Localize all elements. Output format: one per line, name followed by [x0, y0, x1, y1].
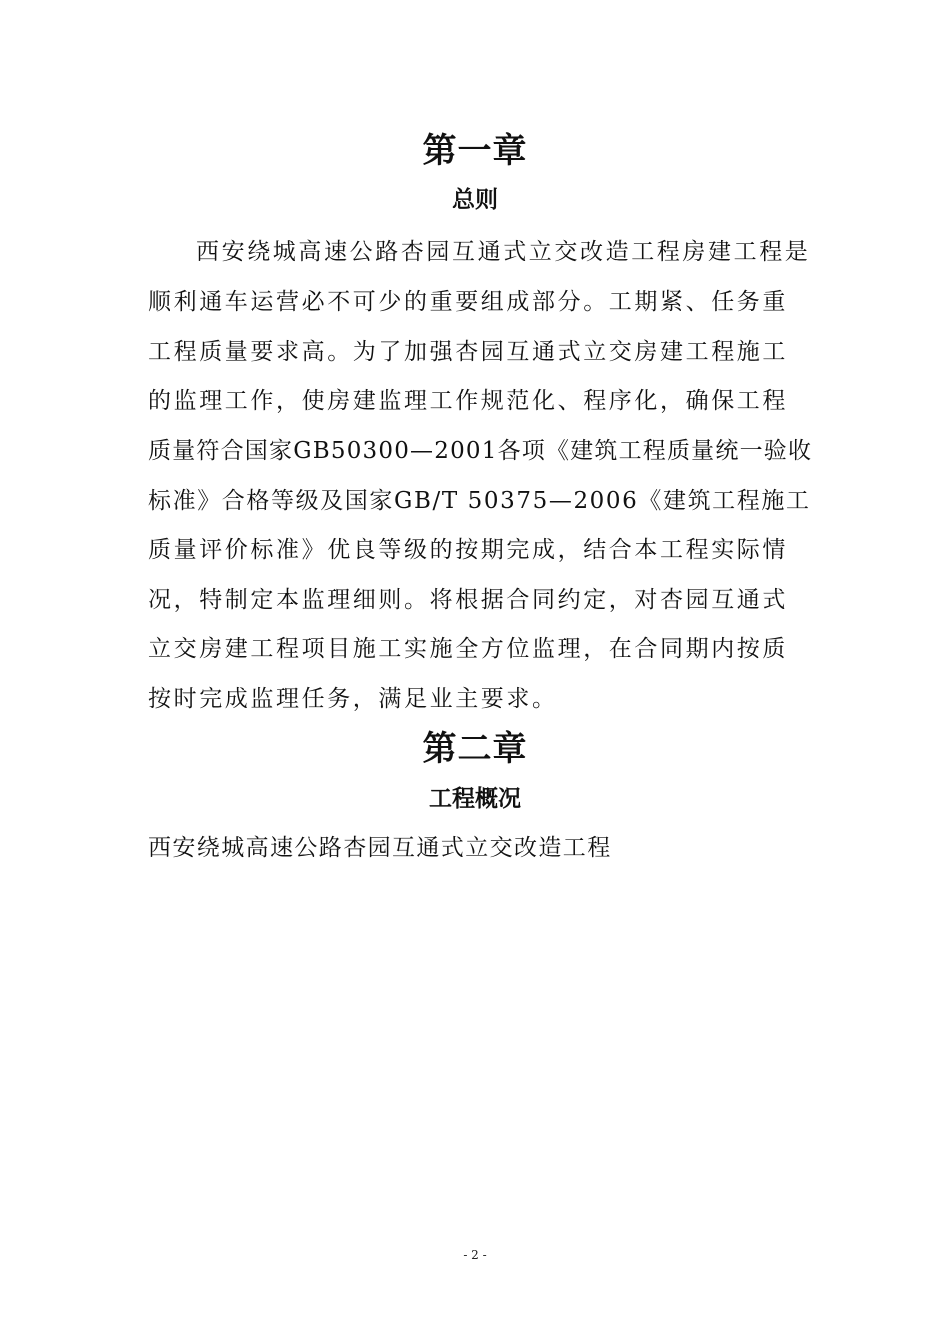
paragraph-line: 工程质量要求高。为了加强杏园互通式立交房建工程施工	[148, 339, 788, 365]
paragraph-line: 的监理工作，使房建监理工作规范化、程序化，确保工程	[148, 388, 788, 414]
paragraph-line: 况，特制定本监理细则。将根据合同约定，对杏园互通式	[148, 587, 788, 613]
paragraph-line: 质量评价标准》优良等级的按期完成，结合本工程实际情	[148, 537, 788, 563]
paragraph-line: 质量符合国家GB50300—2001各项《建筑工程质量统一验收	[148, 438, 813, 464]
chapter-1-subtitle: 总则	[452, 186, 498, 213]
page-number: - 2 -	[463, 1248, 487, 1262]
paragraph-line: 标准》合格等级及国家GB/T 50375—2006《建筑工程施工	[148, 488, 811, 514]
chapter-2-subtitle: 工程概况	[429, 785, 521, 812]
paragraph-line: 西安绕城高速公路杏园互通式立交改造工程	[148, 835, 612, 861]
paragraph-line: 按时完成监理任务，满足业主要求。	[148, 686, 558, 712]
paragraph-line: 顺利通车运营必不可少的重要组成部分。工期紧、任务重	[148, 289, 788, 315]
chapter-1-title: 第一章	[422, 131, 528, 171]
paragraph-line: 立交房建工程项目施工实施全方位监理，在合同期内按质	[148, 636, 788, 662]
chapter-2-title: 第二章	[422, 729, 528, 769]
paragraph-line: 西安绕城高速公路杏园互通式立交改造工程房建工程是	[196, 239, 811, 265]
